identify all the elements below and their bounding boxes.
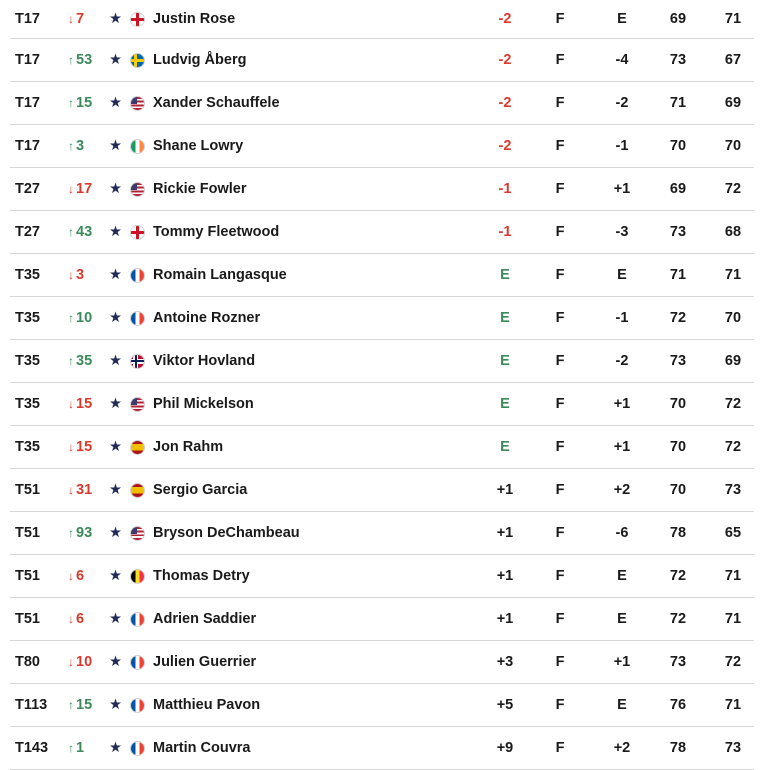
round-2-score: 72 <box>724 181 742 197</box>
flag-fra-icon <box>130 641 145 683</box>
leaderboard-row[interactable] <box>10 555 754 598</box>
leaderboard-row[interactable] <box>10 383 754 426</box>
thru: F <box>555 697 565 713</box>
star-icon[interactable]: ★ <box>109 482 122 498</box>
round-1-score: 69 <box>669 181 687 197</box>
arrow-down-icon: ↓ <box>68 440 74 454</box>
total-score: +1 <box>496 611 514 627</box>
thru: F <box>555 482 565 498</box>
today-score: -4 <box>615 52 629 68</box>
arrow-down-icon: ↓ <box>68 12 74 26</box>
star-icon[interactable]: ★ <box>109 525 122 541</box>
arrow-up-icon: ↑ <box>68 741 74 755</box>
round-2-score: 72 <box>724 396 742 412</box>
round-2-score: 65 <box>724 525 742 541</box>
thru: F <box>555 95 565 111</box>
total-score: E <box>500 310 510 326</box>
thru: F <box>555 310 565 326</box>
position-change-value: 17 <box>76 181 93 197</box>
star-icon[interactable]: ★ <box>109 740 122 756</box>
star-icon[interactable]: ★ <box>109 11 122 27</box>
arrow-up-icon: ↑ <box>68 311 74 325</box>
round-1-score: 73 <box>669 353 687 369</box>
round-2-score: 71 <box>724 611 742 627</box>
leaderboard-row[interactable] <box>10 469 754 512</box>
round-1-score: 72 <box>669 611 687 627</box>
position-change-value: 53 <box>76 52 93 68</box>
thru: F <box>555 353 565 369</box>
total-score: -2 <box>498 52 512 68</box>
player-name[interactable]: Julien Guerrier <box>153 654 257 670</box>
player-name[interactable]: Tommy Fleetwood <box>153 224 280 240</box>
today-score: -1 <box>615 310 629 326</box>
thru: F <box>555 740 565 756</box>
today-score: +1 <box>613 396 631 412</box>
player-name[interactable]: Justin Rose <box>153 11 236 27</box>
thru: F <box>555 568 565 584</box>
round-1-score: 69 <box>669 11 687 27</box>
round-2-score: 73 <box>724 482 742 498</box>
thru: F <box>555 439 565 455</box>
star-icon[interactable]: ★ <box>109 654 122 670</box>
player-name[interactable]: Bryson DeChambeau <box>153 525 300 541</box>
position-change-value: 15 <box>76 697 93 713</box>
position: T51 <box>15 482 40 498</box>
position-change-value: 7 <box>76 11 85 27</box>
leaderboard-row[interactable] <box>10 125 754 168</box>
leaderboard-row[interactable] <box>10 254 754 297</box>
star-icon[interactable]: ★ <box>109 95 122 111</box>
leaderboard-row[interactable] <box>10 340 754 383</box>
round-2-score: 71 <box>724 11 742 27</box>
position: T17 <box>15 138 40 154</box>
player-name[interactable]: Rickie Fowler <box>153 181 247 197</box>
player-name[interactable]: Ludvig Åberg <box>153 52 247 68</box>
player-name[interactable]: Viktor Hovland <box>153 353 256 369</box>
player-name[interactable]: Martin Couvra <box>153 740 251 756</box>
round-1-score: 70 <box>669 396 687 412</box>
position: T51 <box>15 611 40 627</box>
today-score: -3 <box>615 224 629 240</box>
flag-esp-icon <box>130 426 145 468</box>
position-change-value: 15 <box>76 439 93 455</box>
round-2-score: 72 <box>724 439 742 455</box>
position-change-value: 6 <box>76 611 85 627</box>
leaderboard-row[interactable] <box>10 168 754 211</box>
flag-bel-icon <box>130 555 145 597</box>
round-2-score: 73 <box>724 740 742 756</box>
total-score: E <box>500 267 510 283</box>
leaderboard-row[interactable] <box>10 0 754 39</box>
arrow-up-icon: ↑ <box>68 53 74 67</box>
player-name[interactable]: Matthieu Pavon <box>153 697 261 713</box>
leaderboard-row[interactable] <box>10 39 754 82</box>
round-2-score: 67 <box>724 52 742 68</box>
leaderboard-row[interactable] <box>10 727 754 770</box>
position-change-value: 31 <box>76 482 93 498</box>
total-score: E <box>500 353 510 369</box>
today-score: E <box>617 568 627 584</box>
player-name[interactable]: Sergio Garcia <box>153 482 248 498</box>
leaderboard-row[interactable] <box>10 297 754 340</box>
today-score: -2 <box>615 353 629 369</box>
star-icon[interactable]: ★ <box>109 224 122 240</box>
today-score: +2 <box>613 740 631 756</box>
round-1-score: 70 <box>669 138 687 154</box>
round-2-score: 71 <box>724 697 742 713</box>
position-change-value: 10 <box>76 654 93 670</box>
star-icon[interactable]: ★ <box>109 181 122 197</box>
flag-eng-icon <box>130 0 145 38</box>
total-score: E <box>500 396 510 412</box>
flag-fra-icon <box>130 297 145 339</box>
thru: F <box>555 224 565 240</box>
round-2-score: 68 <box>724 224 742 240</box>
player-name[interactable]: Antoine Rozner <box>153 310 261 326</box>
position: T35 <box>15 310 40 326</box>
position-change-value: 3 <box>76 138 85 154</box>
today-score: E <box>617 11 627 27</box>
today-score: +2 <box>613 482 631 498</box>
flag-usa-icon <box>130 168 145 210</box>
player-name[interactable]: Xander Schauffele <box>153 95 280 111</box>
round-2-score: 69 <box>724 95 742 111</box>
thru: F <box>555 52 565 68</box>
round-2-score: 70 <box>724 138 742 154</box>
arrow-down-icon: ↓ <box>68 268 74 282</box>
position-change-value: 43 <box>76 224 93 240</box>
round-1-score: 71 <box>669 95 687 111</box>
arrow-down-icon: ↓ <box>68 397 74 411</box>
position: T17 <box>15 52 40 68</box>
total-score: +1 <box>496 482 514 498</box>
thru: F <box>555 267 565 283</box>
position: T27 <box>15 224 40 240</box>
position: T80 <box>15 654 40 670</box>
flag-fra-icon <box>130 598 145 640</box>
total-score: +1 <box>496 525 514 541</box>
position: T35 <box>15 396 40 412</box>
player-name[interactable]: Jon Rahm <box>153 439 224 455</box>
total-score: +3 <box>496 654 514 670</box>
position: T35 <box>15 439 40 455</box>
total-score: -2 <box>498 95 512 111</box>
round-1-score: 78 <box>669 525 687 541</box>
flag-usa-icon <box>130 82 145 124</box>
flag-usa-icon <box>130 383 145 425</box>
arrow-up-icon: ↑ <box>68 354 74 368</box>
total-score: +5 <box>496 697 514 713</box>
thru: F <box>555 138 565 154</box>
position: T113 <box>15 697 48 713</box>
arrow-up-icon: ↑ <box>68 698 74 712</box>
round-2-score: 71 <box>724 568 742 584</box>
star-icon[interactable]: ★ <box>109 568 122 584</box>
flag-irl-icon <box>130 125 145 167</box>
total-score: E <box>500 439 510 455</box>
thru: F <box>555 11 565 27</box>
position: T27 <box>15 181 40 197</box>
total-score: -1 <box>498 181 512 197</box>
round-1-score: 73 <box>669 52 687 68</box>
position-change-value: 10 <box>76 310 93 326</box>
thru: F <box>555 611 565 627</box>
arrow-down-icon: ↓ <box>68 483 74 497</box>
star-icon[interactable]: ★ <box>109 138 122 154</box>
player-name[interactable]: Adrien Saddier <box>153 611 257 627</box>
leaderboard-row[interactable] <box>10 512 754 555</box>
round-1-score: 73 <box>669 224 687 240</box>
today-score: E <box>617 267 627 283</box>
today-score: E <box>617 697 627 713</box>
flag-usa-icon <box>130 512 145 554</box>
position-change-value: 15 <box>76 396 93 412</box>
star-icon[interactable]: ★ <box>109 310 122 326</box>
total-score: +1 <box>496 568 514 584</box>
round-2-score: 69 <box>724 353 742 369</box>
leaderboard-row[interactable] <box>10 211 754 254</box>
thru: F <box>555 396 565 412</box>
today-score: E <box>617 611 627 627</box>
arrow-down-icon: ↓ <box>68 655 74 669</box>
leaderboard-row[interactable] <box>10 426 754 469</box>
total-score: -1 <box>498 224 512 240</box>
position-change-value: 35 <box>76 353 93 369</box>
star-icon[interactable]: ★ <box>109 52 122 68</box>
leaderboard-row[interactable] <box>10 598 754 641</box>
position-change-value: 15 <box>76 95 93 111</box>
player-name[interactable]: Shane Lowry <box>153 138 244 154</box>
today-score: +1 <box>613 181 631 197</box>
today-score: -2 <box>615 95 629 111</box>
flag-fra-icon <box>130 684 145 726</box>
position: T17 <box>15 11 40 27</box>
flag-eng-icon <box>130 211 145 253</box>
leaderboard-row[interactable] <box>10 641 754 684</box>
leaderboard-row[interactable] <box>10 82 754 125</box>
flag-fra-icon <box>130 254 145 296</box>
round-2-score: 70 <box>724 310 742 326</box>
star-icon[interactable]: ★ <box>109 267 122 283</box>
position-change-value: 3 <box>76 267 85 283</box>
round-2-score: 71 <box>724 267 742 283</box>
arrow-up-icon: ↑ <box>68 225 74 239</box>
position: T35 <box>15 267 40 283</box>
today-score: +1 <box>613 654 631 670</box>
arrow-up-icon: ↑ <box>68 139 74 153</box>
position-change-value: 93 <box>76 525 93 541</box>
today-score: +1 <box>613 439 631 455</box>
round-1-score: 72 <box>669 568 687 584</box>
leaderboard-row[interactable] <box>10 684 754 727</box>
position: T35 <box>15 353 40 369</box>
flag-swe-icon <box>130 39 145 81</box>
round-1-score: 76 <box>669 697 687 713</box>
star-icon[interactable]: ★ <box>109 439 122 455</box>
arrow-up-icon: ↑ <box>68 96 74 110</box>
position: T143 <box>15 740 49 756</box>
arrow-down-icon: ↓ <box>68 612 74 626</box>
star-icon[interactable]: ★ <box>109 611 122 627</box>
player-name[interactable]: Romain Langasque <box>153 267 287 283</box>
thru: F <box>555 654 565 670</box>
round-2-score: 72 <box>724 654 742 670</box>
thru: F <box>555 181 565 197</box>
position: T17 <box>15 95 40 111</box>
flag-fra-icon <box>130 727 145 769</box>
position-change-value: 1 <box>76 740 85 756</box>
position: T51 <box>15 525 40 541</box>
today-score: -1 <box>615 138 629 154</box>
player-name[interactable]: Phil Mickelson <box>153 396 254 412</box>
star-icon[interactable]: ★ <box>109 697 122 713</box>
star-icon[interactable]: ★ <box>109 396 122 412</box>
position-change-value: 6 <box>76 568 85 584</box>
total-score: -2 <box>498 138 512 154</box>
arrow-down-icon: ↓ <box>68 182 74 196</box>
star-icon[interactable]: ★ <box>109 353 122 369</box>
arrow-up-icon: ↑ <box>68 526 74 540</box>
position: T51 <box>15 568 40 584</box>
player-name[interactable]: Thomas Detry <box>153 568 250 584</box>
arrow-down-icon: ↓ <box>68 569 74 583</box>
total-score: +9 <box>496 740 514 756</box>
flag-esp-icon <box>130 469 145 511</box>
round-1-score: 73 <box>669 654 687 670</box>
round-1-score: 71 <box>669 267 687 283</box>
total-score: -2 <box>498 11 512 27</box>
round-1-score: 78 <box>669 740 687 756</box>
flag-nor-icon <box>130 340 145 382</box>
thru: F <box>555 525 565 541</box>
today-score: -6 <box>615 525 629 541</box>
round-1-score: 72 <box>669 310 687 326</box>
round-1-score: 70 <box>669 482 687 498</box>
round-1-score: 70 <box>669 439 687 455</box>
